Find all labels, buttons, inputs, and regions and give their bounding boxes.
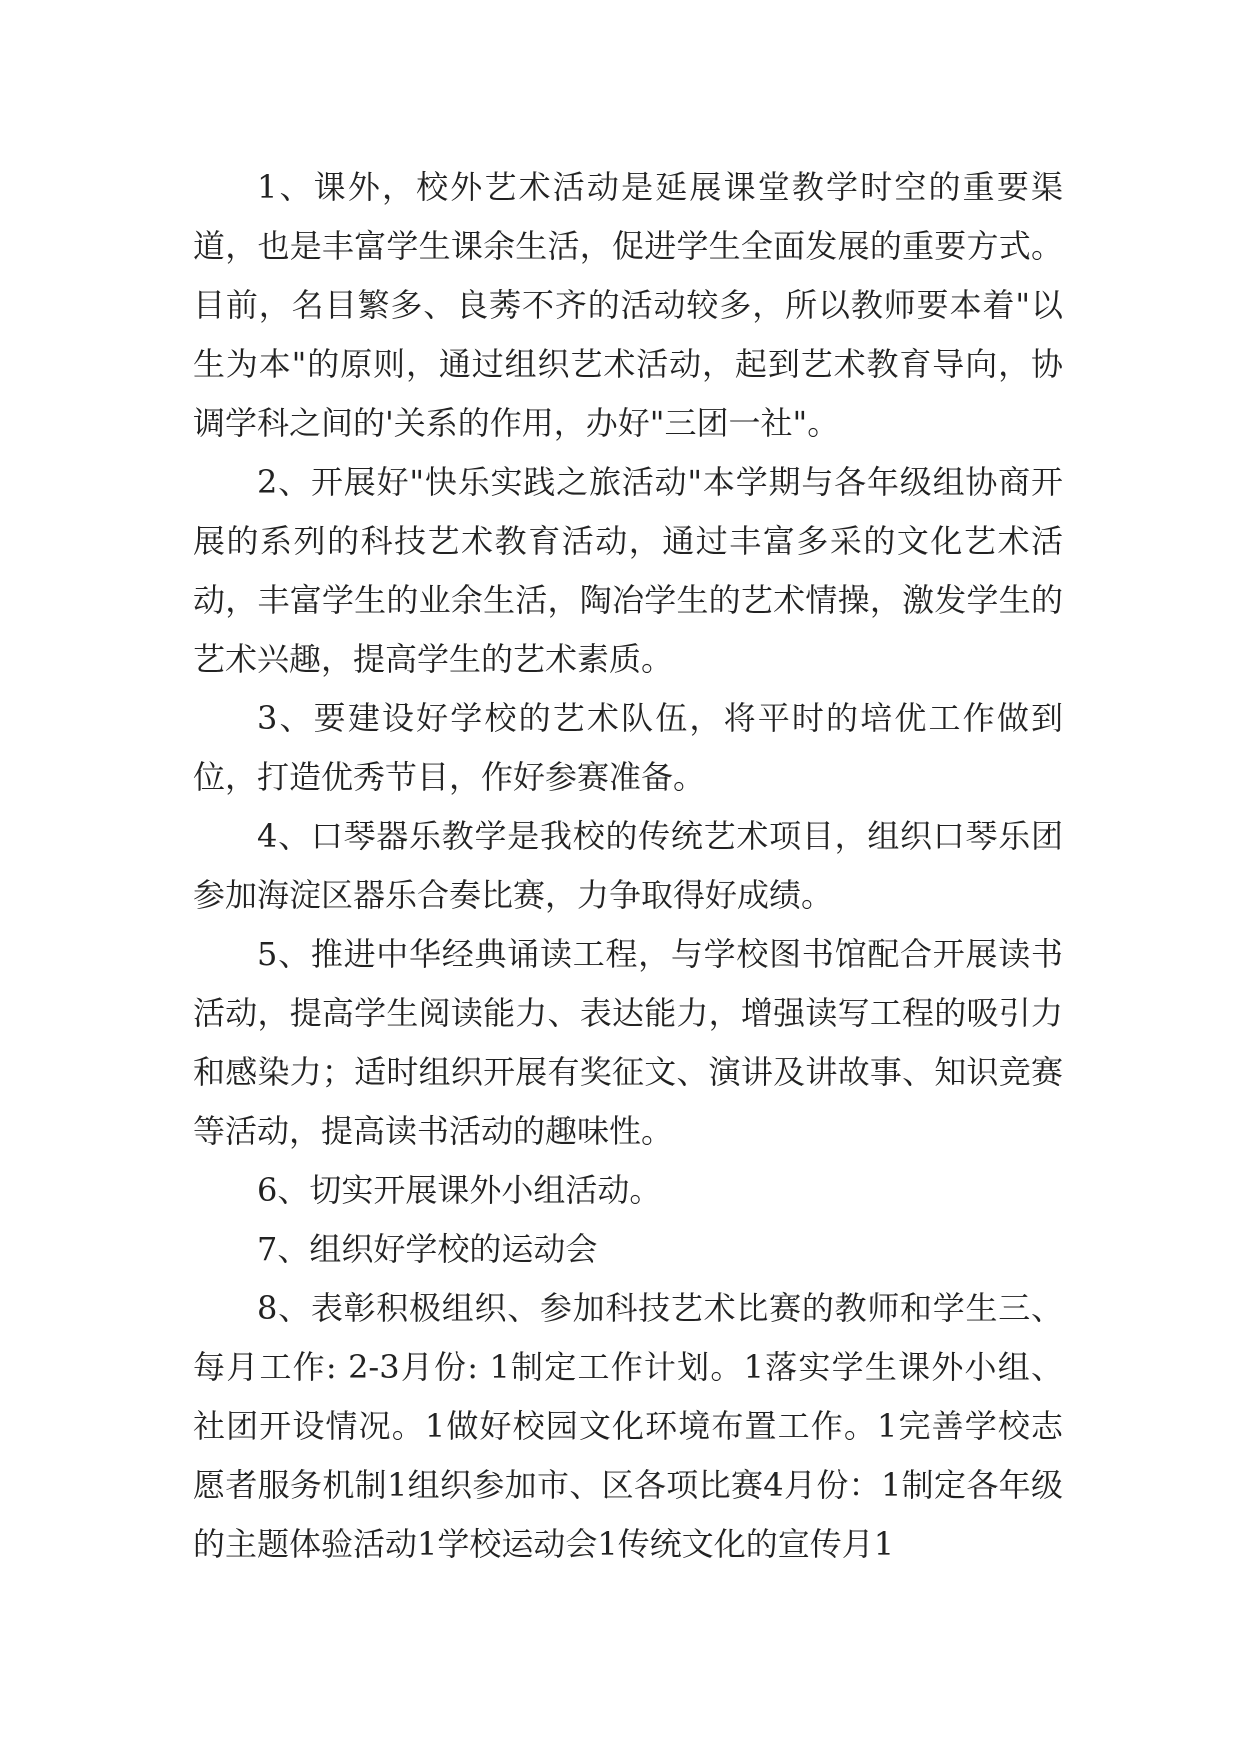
paragraph-4: 4、口琴器乐教学是我校的传统艺术项目，组织口琴乐团参加海淀区器乐合奏比赛，力争取得好成绩。 — [193, 817, 1063, 914]
document-body — [193, 158, 1063, 1574]
paragraph-6: 6、切实开展课外小组活动。 — [257, 1171, 662, 1209]
paragraph-7: 7、组织好学校的运动会 — [257, 1230, 598, 1268]
paragraph-8: 8、表彰积极组织、参加科技艺术比赛的教师和学生三、每月工作: 2-3月份: 1制定工作计划。1落实学生课外小组、社团开设情况。1做好校园文化环境布置工作。1完善学校志愿者服务机制1组织参加市、区各项比赛4月份：1制定各年级的主题体验活动1学校运动会1传统文化的宣传月1 — [193, 1289, 1063, 1563]
paragraph-5: 5、推进中华经典诵读工程，与学校图书馆配合开展读书活动，提高学生阅读能力、表达能力，增强读写工程的吸引力和感染力；适时组织开展有奖征文、演讲及讲故事、知识竞赛等活动，提高读书活动的趣味性。 — [193, 935, 1063, 1150]
paragraph-3: 3、要建设好学校的艺术队伍，将平时的培优工作做到位，打造优秀节目，作好参赛准备。 — [193, 699, 1063, 796]
paragraph-1: 1、课外，校外艺术活动是延展课堂教学时空的重要渠道，也是丰富学生课余生活，促进学生全面发展的重要方式。目前，名目繁多、良莠不齐的活动较多，所以教师要本着"以生为本"的原则，通过组织艺术活动，起到艺术教育导向，协调学科之间的'关系的作用，办好"三团一社"。 — [193, 168, 1063, 442]
paragraph-2: 2、开展好"快乐实践之旅活动"本学期与各年级组协商开展的系列的科技艺术教育活动，通过丰富多采的文化艺术活动，丰富学生的业余生活，陶冶学生的艺术情操，激发学生的艺术兴趣，提高学生的艺术素质。 — [193, 463, 1063, 678]
